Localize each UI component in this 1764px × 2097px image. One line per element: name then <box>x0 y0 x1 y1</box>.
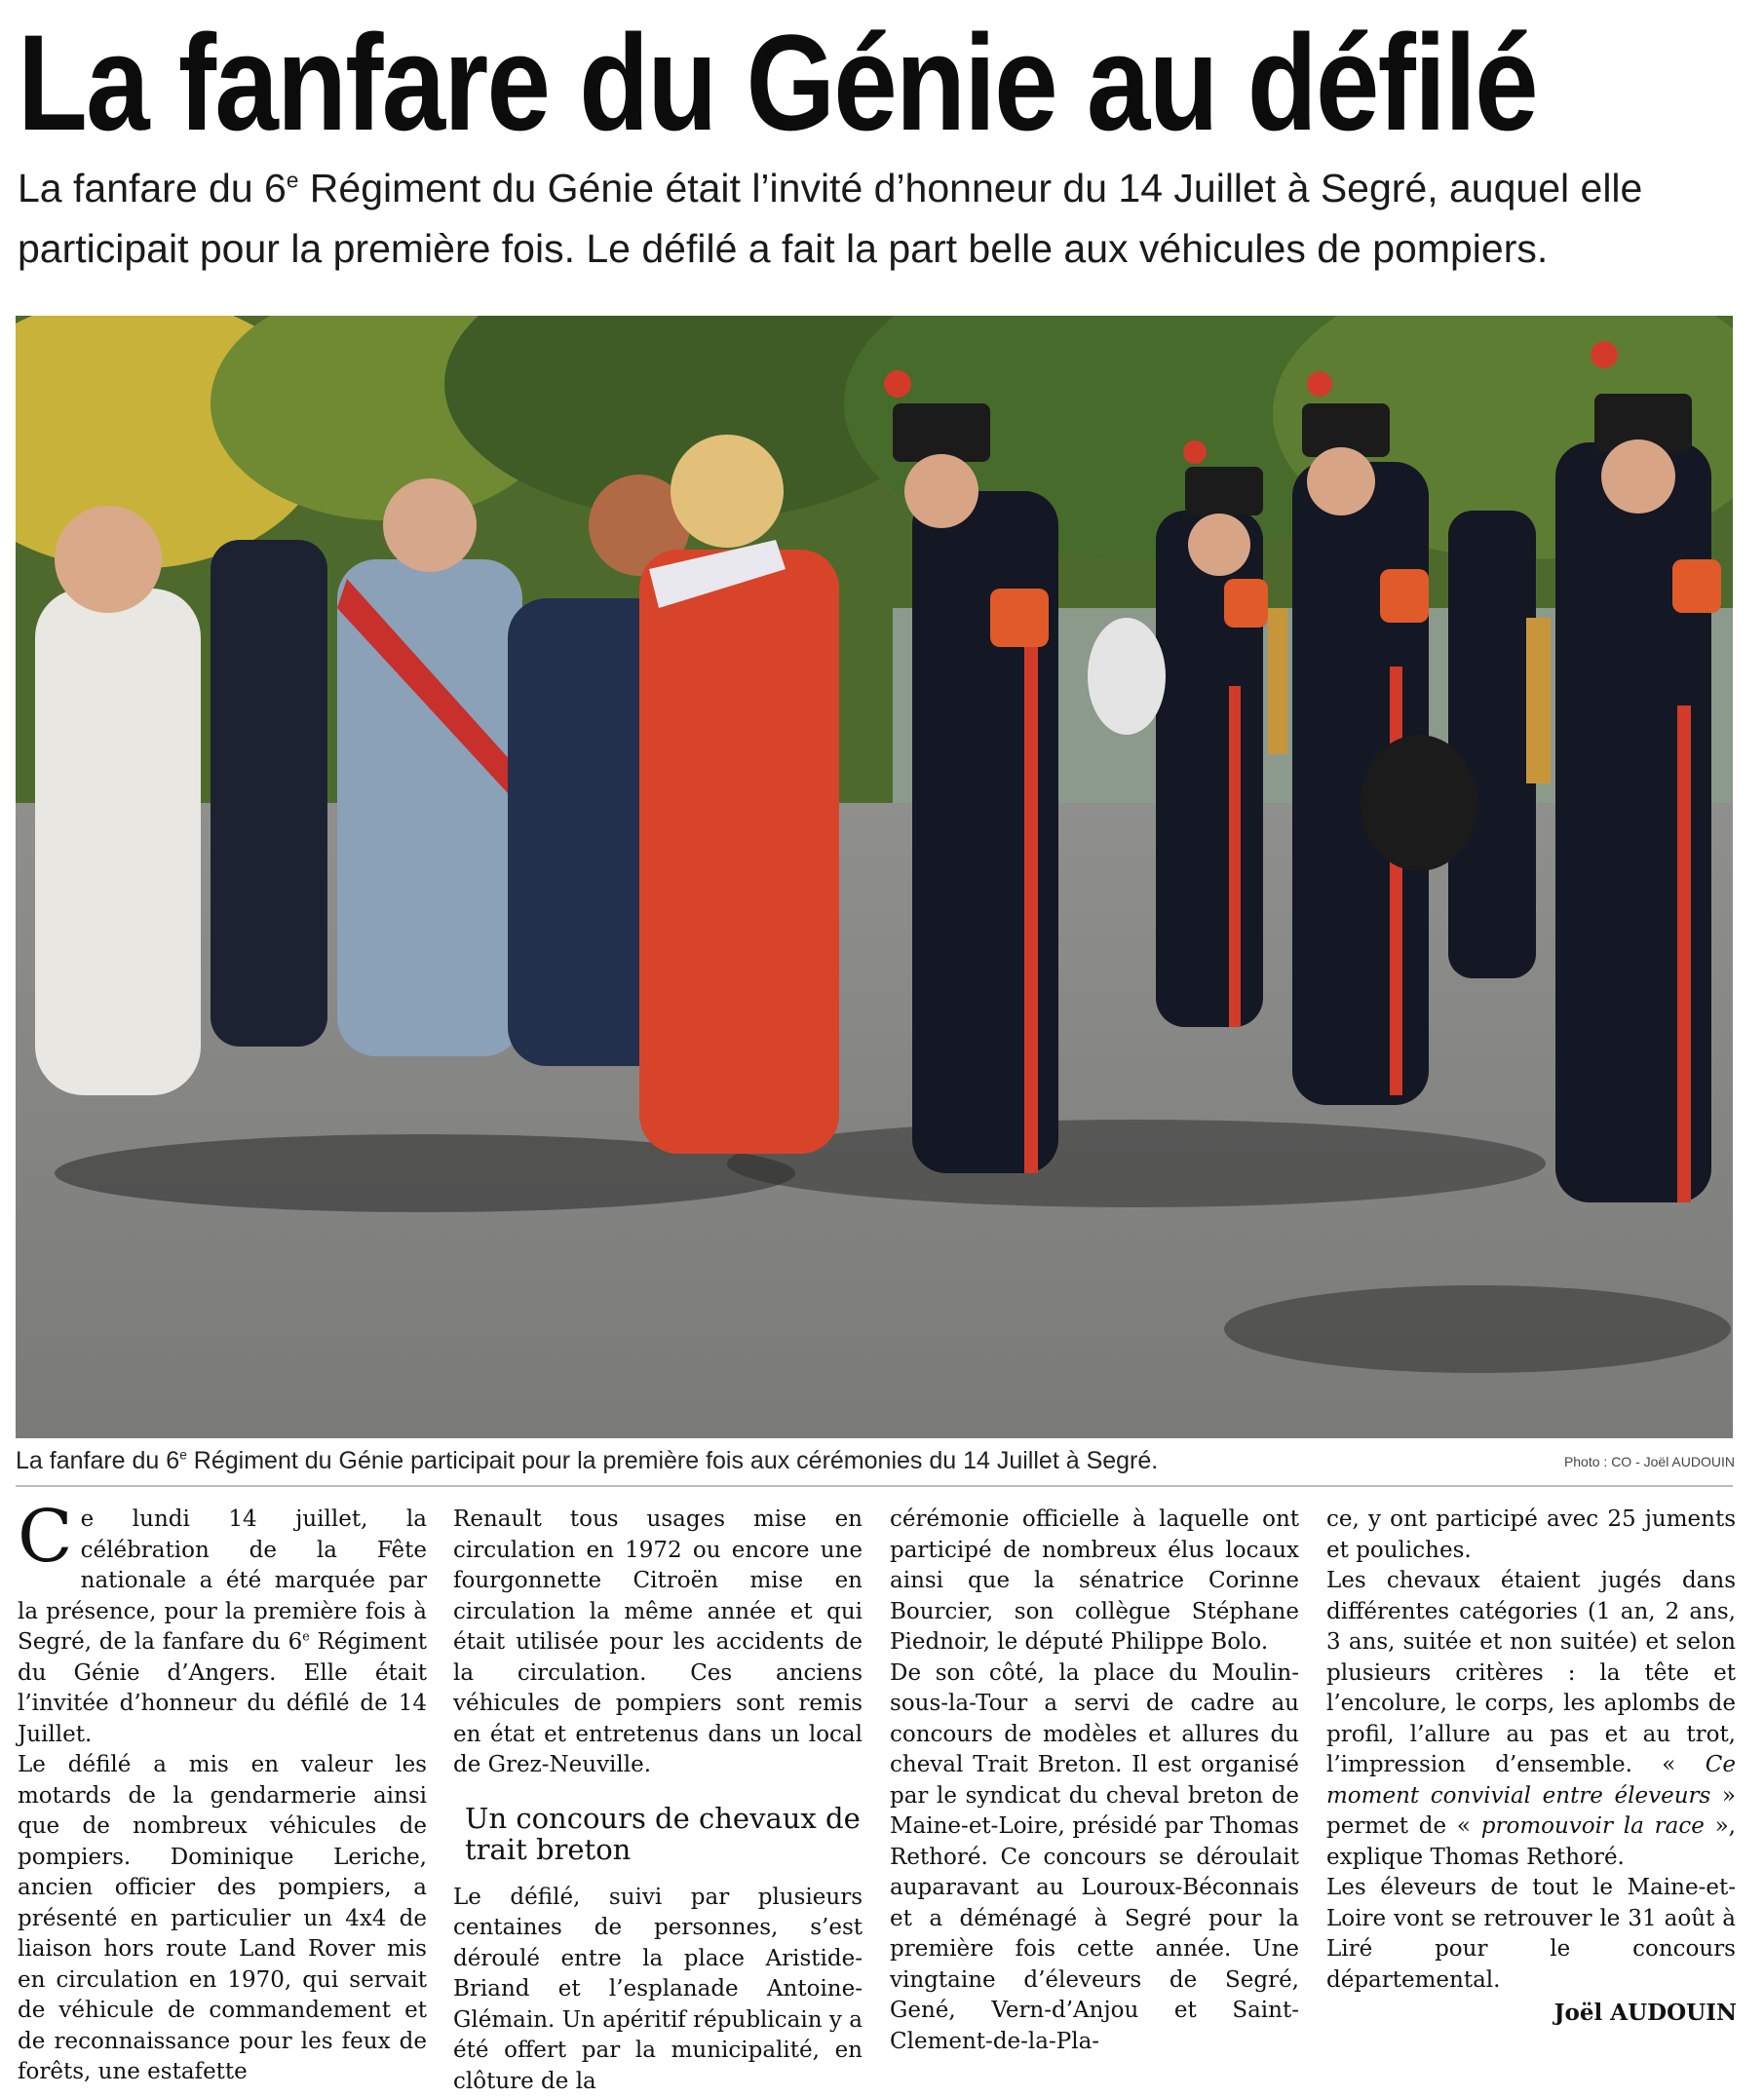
standfirst: La fanfare du 6e Régiment du Génie était l’invité d’honneur du 14 Juillet à Segré, auquel elle participait pour la première fois. Le défilé a fait la part belle aux véhicules de pompiers. <box>18 158 1733 279</box>
article-column-4 <box>1326 1505 1736 1996</box>
photo-caption: La fanfare du 6e Régiment du Génie participait pour la première fois aux cérémonies du 14 Juillet à Segré. <box>16 1444 1477 1477</box>
headline: La fanfare du Génie au défilé <box>18 10 1475 156</box>
photo-credit: Photo : CO - Joël AUDOUIN <box>1564 1454 1735 1469</box>
paragraph: Ce lundi 14 juillet, la célébration de la Fête nationale a été marquée par la présence, pour la première fois à Segré, de la fanfare du 6e Régiment du Génie d’Angers. Elle était l’invitée d’honneur du défilé de 14 Juillet. <box>18 1505 427 1750</box>
paragraph: Les éleveurs de tout le Maine-et-Loire vont se retrouver le 31 août à Liré pour le concours départemental. <box>1326 1873 1736 1996</box>
paragraph: Le défilé, suivi par plusieurs centaines de personnes, s’est déroulé entre la place Aristide-Briand et l’esplanade Antoine-Glémain. Un apéritif républicain y a été offert par la municipalité, en clôture de la <box>453 1883 863 2097</box>
article-column-3 <box>890 1505 1299 2057</box>
paragraph: De son côté, la place du Moulin-sous-la-Tour a servi de cadre au concours de modèles et allures du cheval Trait Breton. Il est organisé par le syndicat du cheval breton de Maine-et-Loire, présidé par Thomas Rethoré. Ce concours se déroulait auparavant au Louroux-Béconnais et a déménagé à Segré pour la première fois cette année. Une vingtaine d’éleveurs de Segré, Gené, Vern-d’Anjou et Saint-Clement-de-la-Pla- <box>890 1659 1299 2058</box>
divider <box>16 1485 1733 1487</box>
paragraph: Les chevaux étaient jugés dans différentes catégories (1 an, 2 ans, 3 ans, suitée et non suitée) et selon plusieurs critères : la tête et l’encolure, le corps, les aplombs de profil, l’allure au pas et au trot, l’impression d’ensemble. « Ce moment convivial entre éleveurs » permet de « promouvoir la race », explique Thomas Rethoré. <box>1326 1566 1736 1873</box>
band-and-officials-photo <box>16 316 1733 1438</box>
article-column-2 <box>453 1505 863 2097</box>
paragraph: Renault tous usages mise en circulation en 1972 ou encore une fourgonnette Citroën mise en circulation la même année et qui était utilisée pour les accidents de la circulation. Ces anciens véhicules de pompiers sont remis en état et entretenus dans un local de Grez-Neuville. <box>453 1505 863 1781</box>
paragraph: cérémonie officielle à laquelle ont participé de nombreux élus locaux ainsi que la sénatrice Corinne Bourcier, son collègue Stéphane Piednoir, le député Philippe Bolo. <box>890 1505 1299 1659</box>
article-column-1 <box>18 1505 427 2088</box>
paragraph: Le défilé a mis en valeur les motards de la gendarmerie ainsi que de nombreux véhicules de pompiers. Dominique Leriche, ancien officier des pompiers, a présenté en particulier un 4x4 de liaison hors route Land Rover mis en circulation en 1970, qui servait de véhicule de commandement et de reconnaissance pour les feux de forêts, une estafette <box>18 1750 427 2088</box>
paragraph: ce, y ont participé avec 25 juments et pouliches. <box>1326 1505 1736 1566</box>
author-signature: Joël AUDOUIN <box>1554 2000 1737 2026</box>
photo-illustration <box>16 316 1733 1438</box>
subheading: Un concours de chevaux de trait breton <box>465 1803 863 1865</box>
dropcap: C <box>18 1506 73 1567</box>
